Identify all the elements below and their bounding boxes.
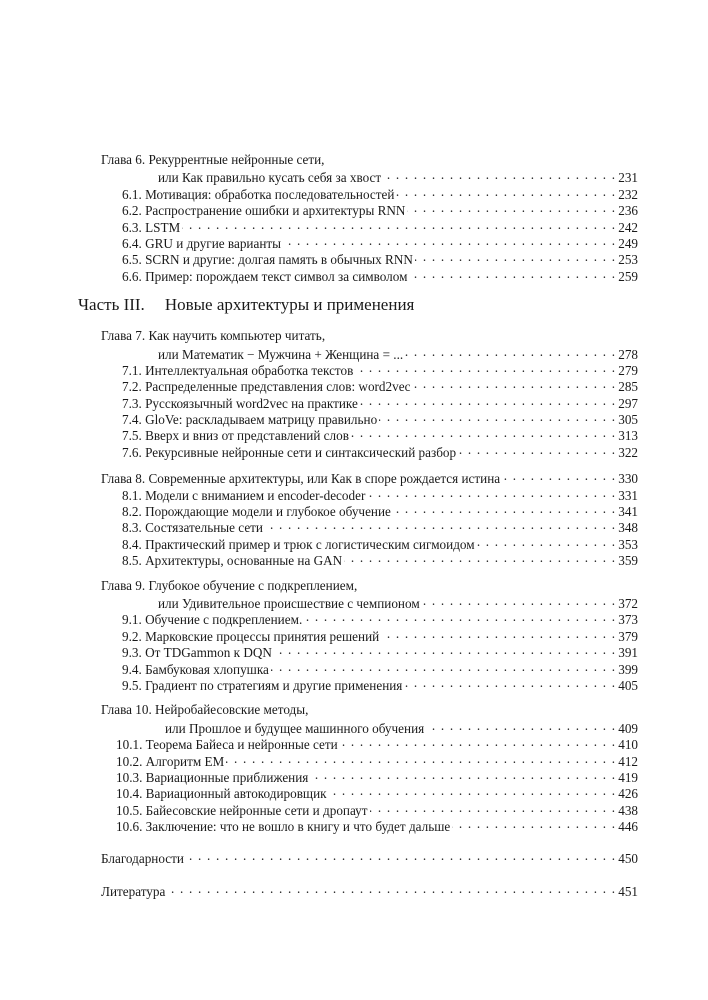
section-label: 7.3. Русскоязычный word2vec на практике	[122, 395, 358, 411]
dot-leader	[274, 643, 616, 657]
dot-leader	[370, 801, 617, 815]
section-label: 8.3. Состязательные сети	[122, 520, 263, 536]
part-heading[interactable]	[0, 295, 708, 315]
table-of-contents	[0, 152, 708, 898]
page-number: 330	[618, 471, 638, 487]
toc-chapter-title: Глава 10. Нейробайесовские методы,	[101, 702, 309, 718]
dot-leader	[502, 469, 616, 483]
dot-leader	[186, 849, 616, 863]
toc-section-7-1[interactable]	[0, 361, 638, 377]
dot-leader	[265, 518, 616, 532]
dot-leader	[393, 502, 616, 516]
toc-section-6-2[interactable]	[0, 201, 638, 217]
page-number: 278	[618, 346, 638, 362]
page-number: 341	[618, 504, 638, 520]
dot-leader	[477, 535, 617, 549]
dot-leader	[360, 394, 616, 408]
part-title: Новые архитектуры и применения	[164, 295, 415, 315]
toc-chapter-7-subtitle-line[interactable]	[0, 345, 638, 361]
section-label: 6.2. Распространение ошибки и архитектуры RNN	[122, 203, 406, 219]
page-number: 391	[618, 645, 638, 661]
page-number: 410	[618, 737, 638, 753]
dot-leader	[383, 168, 616, 182]
toc-section-8-4[interactable]	[0, 535, 638, 551]
section-label: 7.6. Рекурсивные нейронные сети и синтаксический разбор	[122, 444, 457, 460]
dot-leader	[344, 551, 616, 565]
toc-chapter-7-title-line	[0, 328, 638, 344]
page-number: 438	[618, 802, 638, 818]
toc-section-10-1[interactable]	[0, 735, 638, 751]
section-label: 6.3. LSTM	[122, 219, 181, 235]
dot-leader	[407, 201, 616, 215]
toc-section-8-2[interactable]	[0, 502, 638, 518]
page-number: 279	[618, 362, 638, 378]
toc-section-6-4[interactable]	[0, 234, 638, 250]
page-number: 419	[618, 769, 638, 785]
dot-leader	[381, 627, 616, 641]
section-label: 9.4. Бамбуковая хлопушка	[122, 661, 269, 677]
toc-chapter-6-subtitle-line[interactable]	[0, 168, 638, 184]
toc-section-10-4[interactable]	[0, 784, 638, 800]
page-number: 232	[618, 186, 638, 202]
page-number: 405	[618, 677, 638, 693]
section-label: 7.5. Вверх и вниз от представлений слов	[122, 428, 349, 444]
page-number: 249	[618, 235, 638, 251]
page-number: 242	[618, 219, 638, 235]
section-label: Благодарности	[101, 851, 184, 867]
toc-chapter-subtitle: или Математик − Мужчина + Женщина = ...	[158, 346, 404, 362]
page-number: 409	[618, 720, 638, 736]
section-label: 7.4. GloVe: раскладываем матрицу правильно	[122, 412, 378, 428]
page-number: 446	[618, 819, 638, 835]
section-label: 8.1. Модели с вниманием и encoder-decoder	[122, 487, 366, 503]
section-label: 10.3. Вариационные приближения	[116, 769, 309, 785]
toc-section-6-1[interactable]	[0, 185, 638, 201]
dot-leader	[182, 218, 616, 232]
toc-section-9-2[interactable]	[0, 627, 638, 643]
toc-section-9-1[interactable]	[0, 610, 638, 626]
page-number: 450	[618, 851, 638, 867]
toc-chapter-9-title-line	[0, 578, 638, 594]
toc-chapter-subtitle: или Удивительное происшествие с чемпионом	[158, 595, 420, 611]
section-label: 10.4. Вариационный автокодировщик	[116, 786, 327, 802]
toc-section-7-3[interactable]	[0, 394, 638, 410]
section-label: 10.2. Алгоритм EM	[116, 753, 225, 769]
page-number: 236	[618, 203, 638, 219]
toc-section-7-5[interactable]	[0, 426, 638, 442]
page-number: 372	[618, 595, 638, 611]
toc-section-9-4[interactable]	[0, 660, 638, 676]
toc-section-10-6[interactable]	[0, 817, 638, 833]
toc-section-7-6[interactable]	[0, 443, 638, 459]
page-number: 373	[618, 612, 638, 628]
page-number: 348	[618, 520, 638, 536]
section-label: 6.1. Мотивация: обработка последовательностей	[122, 186, 395, 202]
toc-section-8-3[interactable]	[0, 518, 638, 534]
toc-chapter-subtitle: или Прошлое и будущее машинного обучения	[165, 720, 425, 736]
toc-chapter-title: Глава 9. Глубокое обучение с подкреплением,	[101, 577, 358, 593]
toc-section-7-2[interactable]	[0, 377, 638, 393]
toc-acknowledgements[interactable]	[0, 849, 638, 865]
page-number: 331	[618, 487, 638, 503]
page-number: 231	[618, 170, 638, 186]
dot-leader	[405, 345, 616, 359]
page-number: 451	[618, 883, 638, 899]
dot-leader	[283, 234, 616, 248]
dot-leader	[396, 185, 616, 199]
toc-chapter-10-subtitle-line[interactable]	[0, 719, 638, 735]
toc-section-8-5[interactable]	[0, 551, 638, 567]
part-number: Часть III.	[78, 295, 145, 315]
page-number: 399	[618, 661, 638, 677]
toc-chapter-title: Глава 8. Современные архитектуры, или Как в споре рождается истина	[101, 471, 501, 487]
page-number: 379	[618, 628, 638, 644]
dot-leader	[452, 817, 616, 831]
toc-chapter-10-title-line	[0, 702, 638, 718]
page-number: 426	[618, 786, 638, 802]
dot-leader	[422, 594, 617, 608]
dot-leader	[351, 426, 616, 440]
toc-chapter-title: Глава 6. Рекуррентные нейронные сети,	[101, 152, 325, 167]
page-number: 259	[618, 268, 638, 284]
dot-leader	[355, 361, 616, 375]
dot-leader	[304, 610, 616, 624]
toc-section-8-1[interactable]	[0, 486, 638, 502]
dot-leader	[367, 486, 616, 500]
dot-leader	[329, 784, 617, 798]
toc-section-10-5[interactable]	[0, 801, 638, 817]
section-label: 9.2. Марковские процессы принятия решений	[122, 628, 380, 644]
page-number: 297	[618, 395, 638, 411]
dot-leader	[415, 250, 616, 264]
page-number: 285	[618, 379, 638, 395]
toc-section-9-5[interactable]	[0, 676, 638, 692]
toc-section-9-3[interactable]	[0, 643, 638, 659]
page-number: 253	[618, 252, 638, 268]
toc-section-6-3[interactable]	[0, 218, 638, 234]
page-number: 322	[618, 444, 638, 460]
page-number: 359	[618, 553, 638, 569]
section-label: 7.1. Интеллектуальная обработка текстов	[122, 362, 354, 378]
toc-chapter-subtitle: или Как правильно кусать себя за хвост	[158, 170, 382, 186]
section-label: 8.4. Практический пример и трюк с логистическим сигмоидом	[122, 536, 475, 552]
section-label: 7.2. Распределенные представления слов: word2vec	[122, 379, 411, 395]
toc-section-10-3[interactable]	[0, 768, 638, 784]
section-label: 9.1. Обучение с подкреплением.	[122, 612, 303, 628]
section-label: 10.1. Теорема Байеса и нейронные сети	[116, 737, 338, 753]
dot-leader	[226, 752, 616, 766]
toc-literature[interactable]	[0, 882, 638, 898]
toc-chapter-6-title-line	[0, 152, 638, 168]
dot-leader	[310, 768, 616, 782]
dot-leader	[404, 676, 616, 690]
section-label: 8.5. Архитектуры, основанные на GAN	[122, 553, 343, 569]
dot-leader	[412, 377, 616, 391]
section-label: 9.3. От TDGammon к DQN	[122, 645, 272, 661]
section-label: 6.4. GRU и другие варианты	[122, 235, 282, 251]
page-number: 305	[618, 412, 638, 428]
toc-chapter-title: Глава 7. Как научить компьютер читать,	[101, 328, 326, 344]
page-number: 412	[618, 753, 638, 769]
dot-leader	[340, 735, 617, 749]
toc-section-6-6[interactable]	[0, 267, 638, 283]
section-label: 6.5. SCRN и другие: долгая память в обычных RNN	[122, 252, 413, 268]
section-label: 9.5. Градиент по стратегиям и другие применения	[122, 677, 403, 693]
dot-leader	[271, 660, 616, 674]
section-label: 10.6. Заключение: что не вошло в книгу и что будет дальше	[116, 819, 451, 835]
toc-section-7-4[interactable]	[0, 410, 638, 426]
dot-leader	[409, 267, 616, 281]
dot-leader	[458, 443, 616, 457]
section-label: 8.2. Порождающие модели и глубокое обучение	[122, 504, 391, 520]
toc-chapter-8-title-line[interactable]	[0, 469, 638, 485]
dot-leader	[379, 410, 616, 424]
dot-leader	[167, 882, 616, 896]
dot-leader	[426, 719, 616, 733]
section-label: Литература	[101, 883, 166, 899]
page-number: 313	[618, 428, 638, 444]
toc-section-10-2[interactable]	[0, 752, 638, 768]
toc-section-6-5[interactable]	[0, 250, 638, 266]
section-label: 10.5. Байесовские нейронные сети и дропаут	[116, 802, 368, 818]
page-number: 353	[618, 536, 638, 552]
section-label: 6.6. Пример: порождаем текст символ за символом	[122, 268, 408, 284]
toc-chapter-9-subtitle-line[interactable]	[0, 594, 638, 610]
